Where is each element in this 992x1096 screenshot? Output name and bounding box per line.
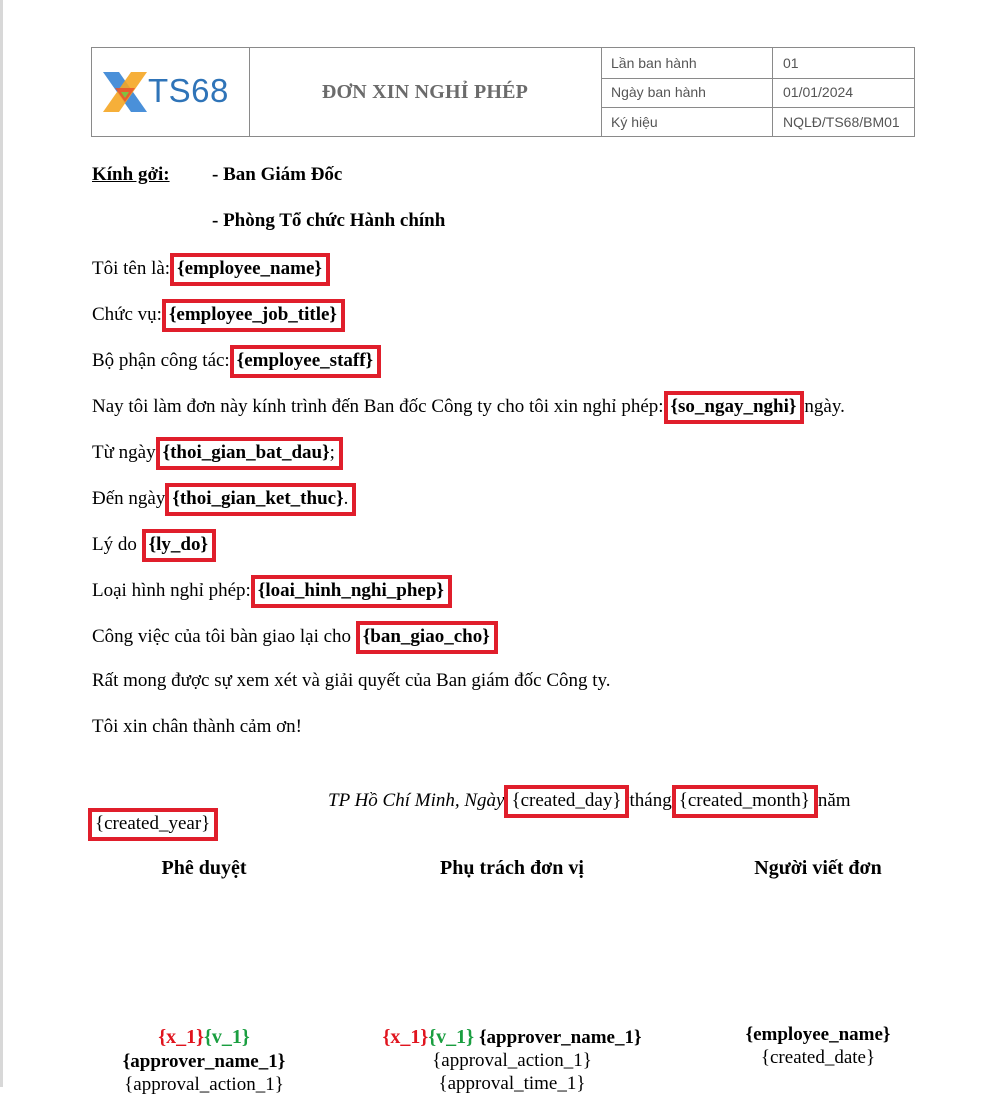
approver-name: {approver_name_1}	[479, 1027, 642, 1048]
date-line	[328, 785, 851, 818]
document-header-table	[91, 47, 915, 137]
logo-text: TS68	[148, 72, 229, 109]
month-label: tháng	[629, 790, 672, 811]
year-line	[88, 808, 218, 841]
recipient-label: Kính gởi:	[92, 164, 170, 185]
field-label: Tôi tên là:	[92, 258, 171, 279]
writer-created-date: {created_date}	[760, 1047, 876, 1068]
meta-label: Lần ban hành	[601, 48, 773, 78]
field-label: Loại hình nghỉ phép:	[92, 580, 251, 601]
reason-placeholder: {ly_do}	[142, 529, 216, 562]
x-tag: {x_1}	[382, 1026, 429, 1048]
page-edge	[0, 0, 3, 1087]
v-tag: {v_1}	[204, 1026, 250, 1048]
meta-row-issue	[601, 48, 914, 79]
approval-time: {approval_time_1}	[438, 1073, 586, 1094]
leave-type-placeholder: {loai_hinh_nghi_phep}	[251, 575, 452, 608]
writer-employee-name: {employee_name}	[745, 1024, 891, 1045]
unit-head-title: Phụ trách đơn vị	[440, 857, 584, 879]
end-date-placeholder: {thoi_gian_ket_thuc}.	[165, 483, 356, 516]
to-date-line	[92, 483, 356, 516]
meta-row-date	[601, 78, 914, 108]
created-year-placeholder: {created_year}	[88, 808, 218, 841]
created-day-placeholder: {created_day}	[504, 785, 629, 818]
meta-value: 01/01/2024	[783, 84, 854, 100]
ts68-logo-icon	[101, 68, 149, 116]
document-title: ĐƠN XIN NGHỈ PHÉP	[249, 48, 602, 136]
employee-name-line	[92, 253, 330, 286]
job-title-line	[92, 299, 345, 332]
approver-name: {approver_name_1}	[122, 1051, 286, 1072]
start-date-placeholder: {thoi_gian_bat_dau};	[156, 437, 343, 470]
meta-label: Ký hiệu	[601, 108, 773, 136]
writer-title: Người viết đơn	[754, 857, 882, 879]
meta-value: 01	[783, 55, 799, 71]
meta-row-code	[601, 108, 914, 136]
field-label: Từ ngày	[92, 442, 156, 463]
job-title-placeholder: {employee_job_title}	[162, 299, 345, 332]
place-date-label: TP Hồ Chí Minh, Ngày	[328, 790, 505, 811]
unit-tags	[350, 1026, 674, 1049]
leave-type-line	[92, 575, 452, 608]
approve-tags	[104, 1026, 304, 1048]
leave-days-placeholder: {so_ngay_nghi}	[664, 391, 805, 424]
meta-value: NQLĐ/TS68/BM01	[783, 114, 900, 130]
field-label: Chức vụ:	[92, 304, 162, 325]
employee-name-placeholder: {employee_name}	[170, 253, 330, 286]
closing-line-1: Rất mong được sự xem xét và giải quyết của Ban giám đốc Công ty.	[92, 670, 611, 691]
recipient-line-1	[92, 164, 343, 186]
approval-action: {approval_action_1}	[432, 1050, 592, 1071]
logo-cell	[92, 48, 250, 136]
field-label: Lý do	[92, 534, 137, 555]
field-label: Bộ phận công tác:	[92, 350, 230, 371]
year-label: năm	[817, 790, 851, 811]
approve-title: Phê duyệt	[161, 857, 247, 879]
department-line	[92, 345, 381, 378]
from-date-line	[92, 437, 343, 470]
closing-line-2: Tôi xin chân thành cảm ơn!	[92, 716, 303, 737]
department-placeholder: {employee_staff}	[230, 345, 381, 378]
created-month-placeholder: {created_month}	[672, 785, 818, 818]
request-line	[92, 391, 845, 424]
field-label: Nay tôi làm đơn này kính trình đến Ban đốc Công ty cho tôi xin nghỉ phép:	[92, 396, 664, 417]
handover-line	[92, 621, 498, 654]
field-suffix: ngày.	[804, 396, 845, 417]
recipient-board: - Ban Giám Đốc	[212, 164, 343, 185]
x-tag: {x_1}	[158, 1026, 204, 1048]
handover-placeholder: {ban_giao_cho}	[356, 621, 498, 654]
approval-action: {approval_action_1}	[124, 1074, 284, 1095]
field-label: Đến ngày	[92, 488, 166, 509]
recipient-admin: - Phòng Tổ chức Hành chính	[212, 210, 446, 231]
reason-line	[92, 529, 216, 562]
field-label: Công việc của tôi bàn giao lại cho	[92, 626, 352, 647]
v-tag: {v_1}	[428, 1026, 475, 1048]
meta-label: Ngày ban hành	[601, 78, 773, 107]
